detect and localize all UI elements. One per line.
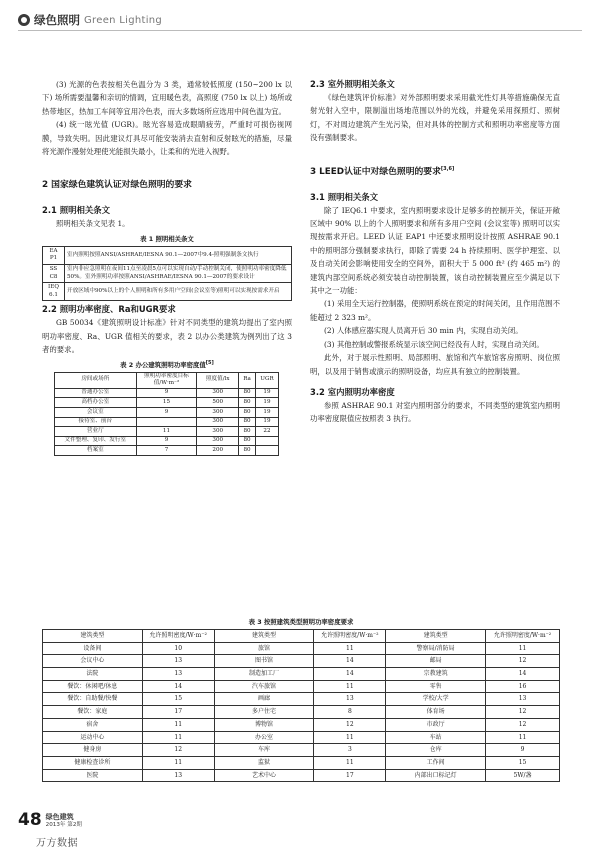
paragraph-ugr: (4) 统一眩光值 (UGR)。眩光容易造成眼睛疲劳，严重时可损伤视网膜，导致失明。因此建议灯具尽可能安装消去直射和反射眩光的措施，尽量将光源作漫射处理使光能损失最小，让柔和的光进入视野。 <box>42 120 292 157</box>
table-cell: 9 <box>136 408 197 418</box>
table-1-caption: 表 1 照明相关条文 <box>140 234 194 243</box>
table-cell: 17 <box>314 769 386 782</box>
paragraph-control-2: (2) 人体感应器实现人员离开后 30 min 内，实现自动关闭。 <box>324 326 523 336</box>
table-cell: 博物馆 <box>214 718 314 731</box>
table-cell: 宿舍 <box>43 718 143 731</box>
header-divider <box>18 30 582 31</box>
paragraph-table1-intro: 照明相关条文见表 1。 <box>56 219 130 229</box>
table-cell: 旅馆 <box>214 642 314 655</box>
left-column <box>42 78 292 456</box>
table-row <box>43 706 560 719</box>
section-3-citation: [3,6] <box>440 165 455 172</box>
table-cell: 室内非应急照明在夜间11点至凌晨5点可以实现自动/手动控制关闭，使照明功率密度降低50%。室外照明功率按照ANSI/ASHRAE/IESNA 90.1—2007的要求设计 <box>65 265 292 283</box>
table-cell: 9 <box>486 744 560 757</box>
table-cell: 图书馆 <box>214 655 314 668</box>
table-row <box>55 398 279 408</box>
table-header-row <box>43 630 560 643</box>
table-cell: 300 <box>197 388 239 398</box>
table-row <box>43 731 560 744</box>
table-cell: 13 <box>142 668 214 681</box>
table-cell: 设备间 <box>43 642 143 655</box>
table-cell: 宗教建筑 <box>386 668 486 681</box>
table-cell: 13 <box>314 693 386 706</box>
table-row <box>43 693 560 706</box>
table-cell: 13 <box>486 693 560 706</box>
table-cell: 高档办公室 <box>55 398 137 408</box>
table-cell: 画廊 <box>214 693 314 706</box>
header-title-en: Green Lighting <box>84 14 163 26</box>
page-number: 48 <box>18 810 42 830</box>
table-cell: 19 <box>255 417 278 427</box>
leaf-logo-icon <box>18 14 30 26</box>
table-header-cell: 照明功率密度目标值/W·m⁻² <box>136 372 197 388</box>
table-cell: 市政厅 <box>386 718 486 731</box>
table-row <box>55 446 279 456</box>
table-cell: 健身房 <box>43 744 143 757</box>
table-header-cell: 照度值/lx <box>197 372 239 388</box>
table-cell: 16 <box>486 680 560 693</box>
table-cell: 办公室 <box>214 731 314 744</box>
table-cell: 零售 <box>386 680 486 693</box>
table-cell: 80 <box>239 388 256 398</box>
table-cell: 体育场 <box>386 706 486 719</box>
table-cell: 15 <box>142 693 214 706</box>
table-row <box>55 388 279 398</box>
table-cell: 接待室、前台 <box>55 417 137 427</box>
paragraph-control-3: (3) 其他控制或警报系统显示该空间已经没有人时，实现自动关闭。 <box>324 339 544 349</box>
table-cell: 12 <box>142 744 214 757</box>
table-cell: 会议室 <box>55 408 137 418</box>
table-cell: 开放区域中90%以上的个人照明和所有多用户空间(会议室等)照明可以实现按需求开启 <box>65 283 292 301</box>
table-cell: 200 <box>197 446 239 456</box>
table-cell: 餐饮：休闲吧/休息 <box>43 680 143 693</box>
section-3-1-heading: 3.1 照明相关条文 <box>310 191 379 202</box>
journal-issue: 2013年 第2期 <box>45 822 83 828</box>
table-cell: 15 <box>136 398 197 408</box>
table-cell: 9 <box>136 388 197 398</box>
table-cell: 档案室 <box>55 446 137 456</box>
table-3-caption: 表 3 按照建筑类型照明功率密度要求 <box>248 618 354 626</box>
table-cell: 邮局 <box>386 655 486 668</box>
section-3-2-heading: 3.2 室内照明功率密度 <box>310 386 395 397</box>
table-cell: 普通办公室 <box>55 388 137 398</box>
right-column <box>310 78 560 426</box>
table-cell: 300 <box>197 417 239 427</box>
table-row <box>43 744 560 757</box>
table-cell: 多户住宅 <box>214 706 314 719</box>
table-cell: 11 <box>136 427 197 437</box>
table-header-cell: UGR <box>255 372 278 388</box>
table-cell: 500 <box>197 398 239 408</box>
table-cell: 医院 <box>43 769 143 782</box>
table-row <box>43 642 560 655</box>
table-cell: 14 <box>314 668 386 681</box>
journal-name: 绿色建筑 <box>45 813 74 821</box>
watermark-text: 万方数据 <box>36 838 78 849</box>
table-cell: 11 <box>142 731 214 744</box>
table-cell: 车站 <box>386 731 486 744</box>
table-cell: 餐饮：家庭 <box>43 706 143 719</box>
table-cell: 13 <box>142 769 214 782</box>
section-2-2-heading: 2.2 照明功率密度、Ra和UGR要求 <box>42 304 176 315</box>
table-cell: 11 <box>142 756 214 769</box>
table-cell: 餐饮：自助餐/快餐 <box>43 693 143 706</box>
table-row <box>55 408 279 418</box>
section-2-heading: 2 国家绿色建筑认证对绿色照明的要求 <box>42 180 192 191</box>
table-header-cell: 允许照明密度/W·m⁻² <box>314 630 386 643</box>
table-cell: 法院 <box>43 668 143 681</box>
table-cell: 12 <box>486 706 560 719</box>
table-cell: 80 <box>239 427 256 437</box>
table-cell: 19 <box>255 408 278 418</box>
table-cell <box>255 436 278 446</box>
table-cell: 室内照明按照ANSI/ASHRAE/IESNA 90.1—2007中9.4-照明强制条文执行 <box>65 246 292 264</box>
table-header-row <box>55 372 279 388</box>
table-row <box>43 756 560 769</box>
paragraph-control-1: (1) 采用全天运行控制器，使照明系统在预定的时间关闭，且作用范围不能超过 2 323 m²。 <box>310 299 560 322</box>
paragraph-color-temperature: (3) 光源的色表按相关色温分为 3 类，通常较低照度 (150~200 lx 以下) 场所需要温馨和亲切的情调，宜用暖色表，高照度 (750 lx 以上) 场所或热带地区，热加工车间等宜用冷色表，而大多数场所应选用中间色温为宜。 <box>42 80 292 116</box>
table-cell: 文件整理、复印、发行室 <box>55 436 137 446</box>
table-cell: 健康检查诊所 <box>43 756 143 769</box>
table-cell: 学校/大学 <box>386 693 486 706</box>
table-cell: IEQ 6.1 <box>43 283 65 301</box>
table-row <box>43 680 560 693</box>
table-cell: 12 <box>314 718 386 731</box>
table-cell: 10 <box>142 642 214 655</box>
table-3 <box>42 629 560 782</box>
table-header-cell: 建筑类型 <box>386 630 486 643</box>
table-header-cell: 房间或场所 <box>55 372 137 388</box>
table-cell: 艺术中心 <box>214 769 314 782</box>
journal-info <box>46 814 82 829</box>
table-row <box>43 668 560 681</box>
table-cell: 11 <box>314 731 386 744</box>
table-cell: 11 <box>314 756 386 769</box>
table-cell: 80 <box>239 446 256 456</box>
section-2-1-heading: 2.1 照明相关条文 <box>42 205 111 216</box>
table-2-caption <box>42 360 292 370</box>
table-row <box>55 417 279 427</box>
table-cell: EA P1 <box>43 246 65 264</box>
table-cell: 300 <box>197 427 239 437</box>
table-cell: 19 <box>255 388 278 398</box>
paragraph-outdoor-lighting: 《绿色建筑评价标准》对外部照明要求采用截光性灯具等措施确保无直射光射入空中，限制溢出场地范围以外的光线，并避免采用探照灯、照树灯，不对周边建筑产生光污染，但对具体的控制方式和照明功率密度等方面没有强制要求。 <box>310 93 560 143</box>
table-cell: 17 <box>142 706 214 719</box>
paragraph-leed-requirements: 除了 IEQ6.1 中要求，室内照明要求设计足够多的控制开关，保证开敞区域中 90% 以上的个人照明要求和所有多用户空间 (会议室等) 照明可以实现按需求开启。LEED 认证 EAP1 中还要求照明设计按照 ASHRAE 90.1 中的照明部分强制要求执行，即除了需要 24 h 持续照明、医学护理室、以及自动关闭会影响使用安全的空间外，面积大于 5 000 ft² (约 465 m²) 的建筑内部空间系统必须安装自动控制装置，该自动控制装置应至少满足以下其中之一功能： <box>310 205 560 296</box>
table-1 <box>42 246 292 302</box>
table-cell: 19 <box>255 398 278 408</box>
table-cell: 14 <box>142 680 214 693</box>
table-cell: 12 <box>486 718 560 731</box>
table-cell: 14 <box>314 655 386 668</box>
table-cell: 11 <box>486 642 560 655</box>
table-cell: 营业厅 <box>55 427 137 437</box>
table-row <box>43 265 292 283</box>
table-header-cell: 建筑类型 <box>214 630 314 643</box>
section-3-heading <box>310 165 560 179</box>
table-cell <box>255 446 278 456</box>
table-header-cell: 允许照明密度/W·m⁻² <box>486 630 560 643</box>
table-cell: 300 <box>197 408 239 418</box>
header-title-cn: 绿色照明 <box>34 13 80 27</box>
paragraph-table3-intro: 参照 ASHRAE 90.1 对室内照明部分的要求，不同类型的建筑室内照明功率密度限值应按照表 3 执行。 <box>310 400 560 424</box>
table-cell: 8 <box>314 706 386 719</box>
table-cell: 80 <box>239 436 256 446</box>
table-cell <box>136 417 197 427</box>
paragraph-independent-control: 此外，对于展示性照明、局部照明、旅馆和汽车旅馆客房照明、岗位照明，以及用于销售或演示的照明设备，均应具有独立的控制装置。 <box>310 353 560 376</box>
table-cell: 内部出口标记灯 <box>386 769 486 782</box>
table-cell: 运动中心 <box>43 731 143 744</box>
table-cell: 监狱 <box>214 756 314 769</box>
table-cell: 11 <box>486 731 560 744</box>
section-2-3-heading: 2.3 室外照明相关条文 <box>310 79 395 89</box>
table-header-cell: 允许照明密度/W·m⁻² <box>142 630 214 643</box>
table-cell: 11 <box>314 680 386 693</box>
table-row <box>43 655 560 668</box>
table-cell: 工作间 <box>386 756 486 769</box>
table-cell: 仓库 <box>386 744 486 757</box>
table-cell: 13 <box>142 655 214 668</box>
table-cell: 80 <box>239 417 256 427</box>
table-cell: 15 <box>486 756 560 769</box>
table-cell: SS C8 <box>43 265 65 283</box>
table-cell: 14 <box>486 668 560 681</box>
section-3-heading-text: 3 LEED认证中对绿色照明的要求 <box>310 166 441 177</box>
table-cell: 警察局/消防局 <box>386 642 486 655</box>
paragraph-table2-intro: GB 50034《建筑照明设计标准》针对不同类型的建筑均提出了室内照明功率密度、Ra、UGR 值相关的要求，表 2 以办公类建筑为例列出了这 3 者的要求。 <box>42 318 292 355</box>
table-row <box>43 718 560 731</box>
table-cell: 80 <box>239 398 256 408</box>
table-cell: 3 <box>314 744 386 757</box>
table-cell: 300 <box>197 436 239 446</box>
table-row <box>55 436 279 446</box>
table-row <box>55 427 279 437</box>
table-cell: 制造加工厂 <box>214 668 314 681</box>
table-cell: 9 <box>136 436 197 446</box>
running-header <box>18 12 162 28</box>
table-cell: 5W/盏 <box>486 769 560 782</box>
table-cell: 22 <box>255 427 278 437</box>
table-cell: 11 <box>142 718 214 731</box>
table-cell: 汽车旅馆 <box>214 680 314 693</box>
table-2 <box>54 372 279 456</box>
table-header-cell: Ra <box>239 372 256 388</box>
table-cell: 车库 <box>214 744 314 757</box>
table-cell: 11 <box>314 642 386 655</box>
table-cell: 12 <box>486 655 560 668</box>
table-cell: 7 <box>136 446 197 456</box>
table-2-citation: [5] <box>205 359 214 366</box>
page-footer <box>18 812 82 829</box>
table-row <box>43 283 292 301</box>
table-row <box>43 246 292 264</box>
table-2-caption-text: 表 2 办公建筑照明功率密度值 <box>120 360 206 369</box>
table-cell: 80 <box>239 408 256 418</box>
table-header-cell: 建筑类型 <box>43 630 143 643</box>
table-cell: 会议中心 <box>43 655 143 668</box>
table-row <box>43 769 560 782</box>
